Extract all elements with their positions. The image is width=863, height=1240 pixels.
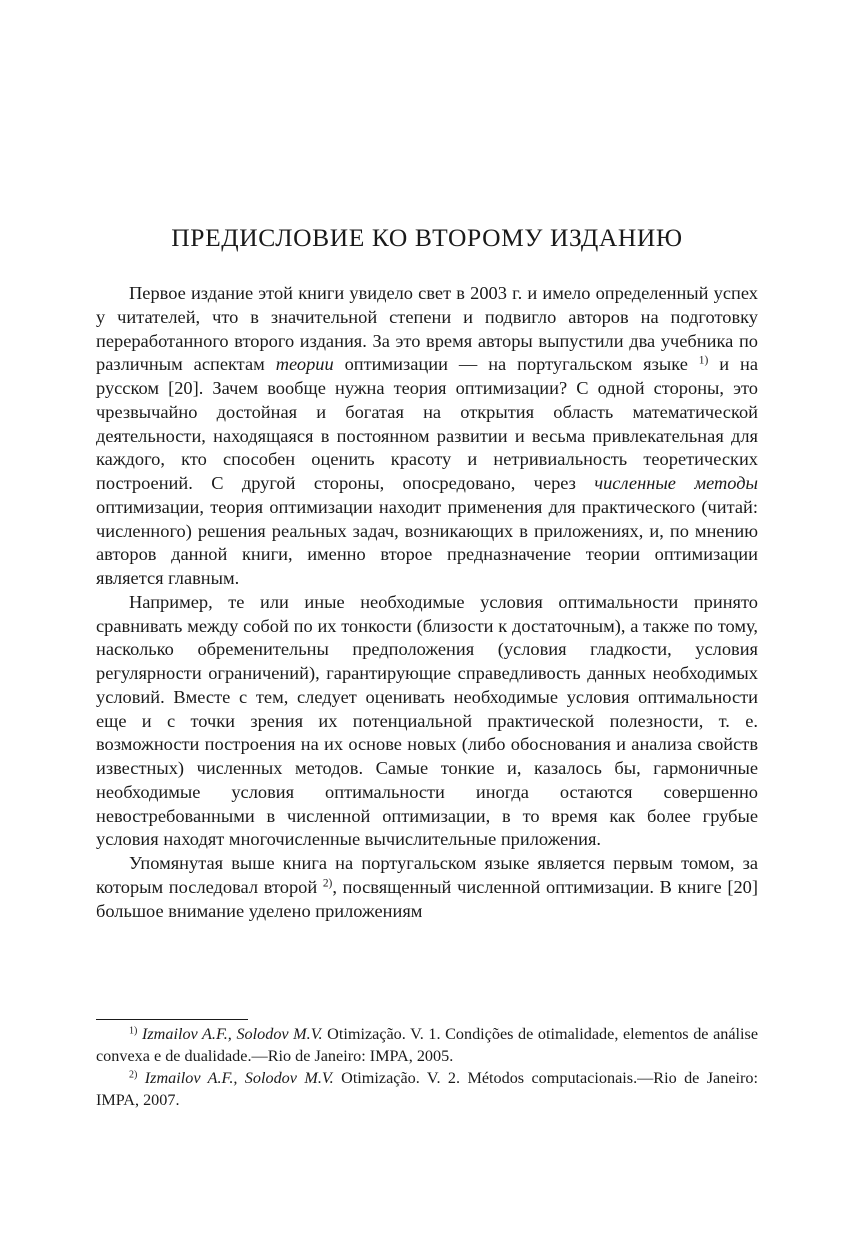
- emphasis-numerical-methods: численные методы: [594, 473, 758, 493]
- paragraph-1-text-a: Первое издание этой книги увидело свет в 2003 г. и имело определенный успех у читателей, что в значительной степени и подвигло авторов на подготовку переработанного второго издания. За это время авторы выпустили два учебника по различным аспектам: [96, 283, 758, 375]
- paragraph-1-text-b: оптимизации — на португальском языке: [333, 354, 699, 375]
- footnote-divider: [96, 1019, 248, 1020]
- paragraph-1-text-d: оптимизации, теория оптимизации находит применения для практического (читай: численного) решения реальных задач, возникающих в приложениях, и, по мнению авторов данной книги, именно второе предназначение теории оптимизации является главным.: [96, 496, 758, 588]
- paragraph-3-text-b: , посвященный численной оптимизации. В книге [20] большое внимание уделено приложениям: [96, 876, 759, 921]
- paragraph-1-text-c: и на русском [20]. Зачем вообще нужна теория оптимизации? С одной стороны, это чрезвычайно достойная и богатая на открытия область математической деятельности, находящаяся в постоянном развитии и весьма привлекательная для каждого, кто способен оценить красоту и нетривиальность теоретических построений. С другой стороны, опосредовано, через: [96, 354, 759, 493]
- emphasis-theory: теории: [275, 354, 334, 375]
- footnote-ref-1[interactable]: 1): [698, 354, 709, 367]
- footnote-2-text: Otimização. V. 2. Métodos computacionais.—Rio de Janeiro: IMPA, 2007.: [96, 1069, 758, 1109]
- page-title: ПРЕДИСЛОВИЕ КО ВТОРОМУ ИЗДАНИЮ: [171, 223, 683, 252]
- footnote-2: [96, 1067, 758, 1111]
- paragraph-2: Например, те или иные необходимые условия оптимальности принято сравнивать между собой по их тонкости (близости к достаточным), а также по тому, насколько обременительны предположения (условия гладкости, условия регулярности ограничений), гарантирующие справедливость данных необходимых условий. Вместе с тем, следует оценивать необходимые условия оптимальности еще и с точки зрения их потенциальной практической полезности, т. е. возможности построения на их основе новых (либо обоснования и анализа свойств известных) численных методов. Самые тонкие и, казалось бы, гармоничные необходимые условия оптимальности иногда остаются совершенно невостребованными в численной оптимизации, в то время как более грубые условия находят многочисленные вычислительные приложения.: [96, 591, 758, 850]
- footnote-1-text: Otimização. V. 1. Condições de otimalidade, elementos de análise convexa e de dualidade.—Rio de Janeiro: IMPA, 2005.: [96, 1025, 759, 1065]
- footnote-mark-2: 2): [129, 1069, 138, 1081]
- footnote-1-authors: Izmailov A.F., Solodov M.V.: [141, 1025, 323, 1043]
- footnote-2-authors: Izmailov A.F., Solodov M.V.: [144, 1069, 334, 1087]
- paragraph-3: [96, 852, 758, 923]
- paragraph-3-text-a: Упомянутая выше книга на португальском языке является первым томом, за которым последовал второй: [96, 853, 758, 897]
- body-text: [96, 282, 758, 923]
- paragraph-1: [96, 282, 758, 591]
- footnote-mark-1: 1): [129, 1025, 138, 1037]
- footnote-1: [96, 1023, 758, 1067]
- footnotes: [96, 1019, 758, 1111]
- footnote-ref-2[interactable]: 2): [322, 877, 333, 890]
